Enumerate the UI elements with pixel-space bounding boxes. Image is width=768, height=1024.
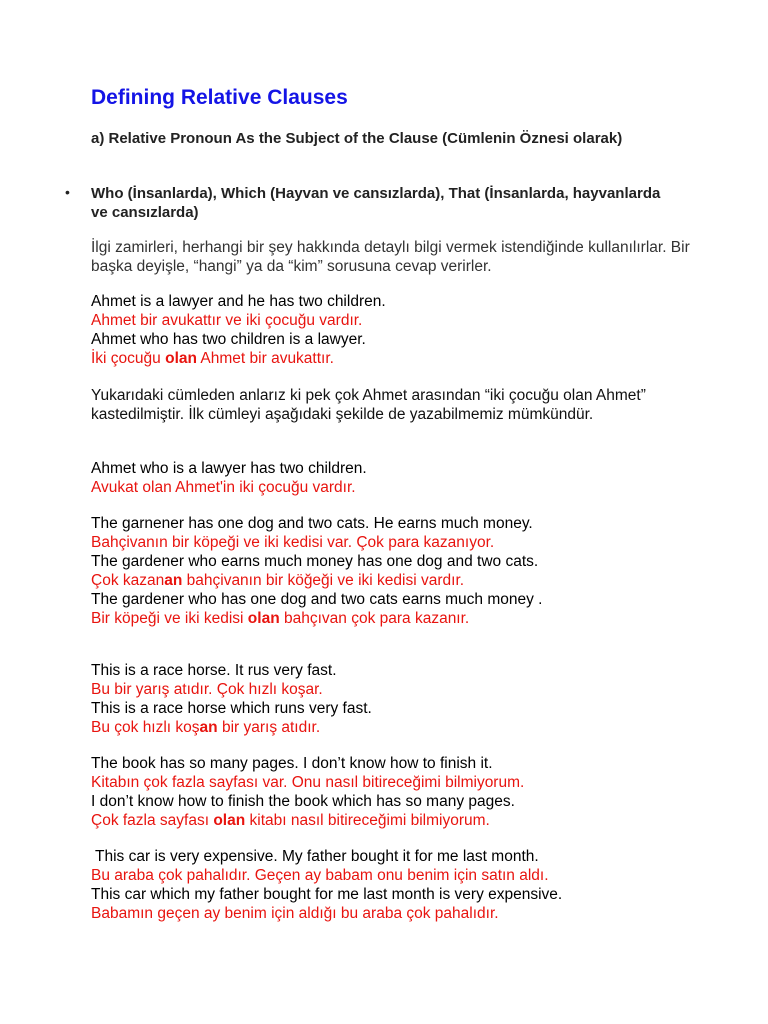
turkish-sentence: Babamın geçen ay benim için aldığı bu araba çok pahalıdır. xyxy=(91,905,499,922)
turkish-sentence: Ahmet bir avukattır ve iki çocuğu vardır. xyxy=(91,312,363,329)
turkish-sentence: Bu bir yarış atıdır. Çok hızlı koşar. xyxy=(91,681,323,698)
english-sentence: This is a race horse which runs very fast. xyxy=(91,700,372,717)
turkish-sentence: Çok fazla sayfası olan kitabı nasıl bitireceğimi bilmiyorum. xyxy=(91,812,490,829)
turkish-sentence: İki çocuğu olan Ahmet bir avukattır. xyxy=(91,350,334,367)
explanation-paragraph: Yukarıdaki cümleden anlarız ki pek çok Ahmet arasından “iki çocuğu olan Ahmet” kastedilmiştir. İlk cümleyi aşağıdaki şekilde de yazabilmemiz mümkündür. xyxy=(91,387,646,423)
intro-paragraph: İlgi zamirleri, herhangi bir şey hakkında detaylı bilgi vermek istendiğinde kullanılırlar. Bir başka deyişle, “hangi” ya da “kim” sorusuna cevap verirler. xyxy=(91,239,690,275)
english-sentence: This car which my father bought for me last month is very expensive. xyxy=(91,886,563,903)
english-sentence: The garnener has one dog and two cats. He earns much money. xyxy=(91,515,533,532)
turkish-sentence: Bir köpeği ve iki kedisi olan bahçıvan çok para kazanır. xyxy=(91,610,470,627)
turkish-sentence: Çok kazanan bahçivanın bir köğeği ve iki kedisi vardır. xyxy=(91,572,465,589)
english-sentence: Ahmet is a lawyer and he has two children. xyxy=(91,293,386,310)
bullet-dot: • xyxy=(65,184,70,200)
english-sentence: Ahmet who has two children is a lawyer. xyxy=(91,331,366,348)
section-subheading: a) Relative Pronoun As the Subject of the Clause (Cümlenin Öznesi olarak) xyxy=(91,130,623,147)
english-sentence: The book has so many pages. I don’t know how to finish it. xyxy=(91,755,493,772)
english-sentence: Ahmet who is a lawyer has two children. xyxy=(91,460,367,477)
highlight-word: olan xyxy=(247,610,280,627)
english-sentence: This is a race horse. It rus very fast. xyxy=(91,662,337,679)
english-sentence: The gardener who earns much money has one dog and two cats. xyxy=(91,553,539,570)
example-4 xyxy=(91,661,691,737)
turkish-sentence: Bu çok hızlı koşan bir yarış atıdır. xyxy=(91,719,321,736)
page-title: Defining Relative Clauses xyxy=(91,86,348,109)
highlight-word: olan xyxy=(165,350,197,367)
example-6 xyxy=(91,847,691,923)
highlight-word: an xyxy=(164,572,183,589)
example-3 xyxy=(91,514,691,628)
english-sentence: I don’t know how to finish the book which has so many pages. xyxy=(91,793,515,810)
example-5 xyxy=(91,754,691,830)
example-2 xyxy=(91,459,691,497)
turkish-sentence: Bu araba çok pahalıdır. Geçen ay babam onu benim için satın aldı. xyxy=(91,867,549,884)
highlight-word: an xyxy=(199,719,218,736)
turkish-sentence: Avukat olan Ahmet'in iki çocuğu vardır. xyxy=(91,479,356,496)
turkish-sentence: Bahçivanın bir köpeği ve iki kedisi var. Çok para kazanıyor. xyxy=(91,534,495,551)
bullet-item: Who (İnsanlarda), Which (Hayvan ve cansızlarda), That (İnsanlarda, hayvanlarda ve cansızlarda) xyxy=(91,185,661,221)
highlight-word: olan xyxy=(213,812,246,829)
turkish-sentence: Kitabın çok fazla sayfası var. Onu nasıl bitireceğimi bilmiyorum. xyxy=(91,774,525,791)
example-1 xyxy=(91,292,691,368)
english-sentence: The gardener who has one dog and two cats earns much money . xyxy=(91,591,543,608)
english-sentence: This car is very expensive. My father bought it for me last month. xyxy=(91,848,539,865)
